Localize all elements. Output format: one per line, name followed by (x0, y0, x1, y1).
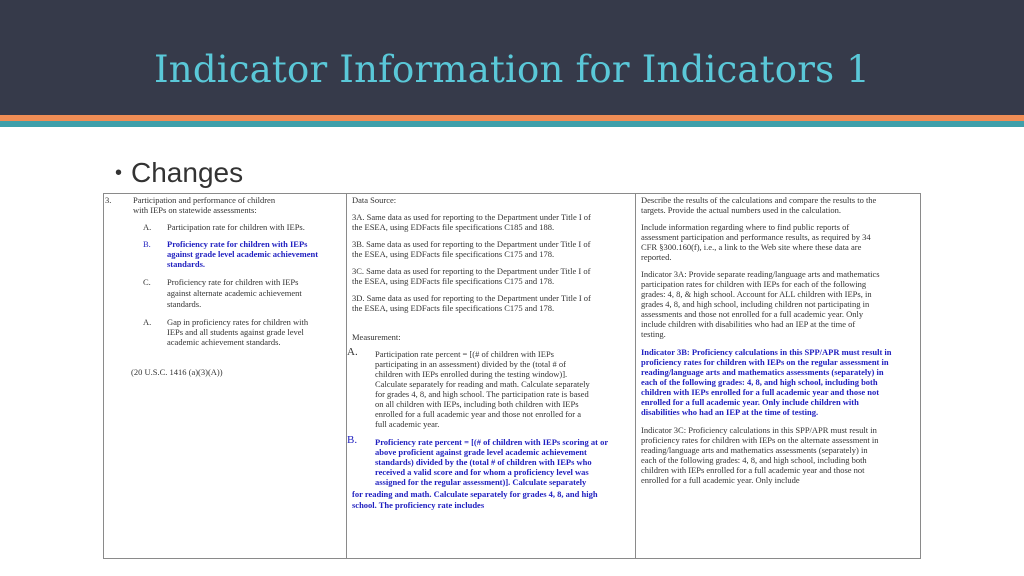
instruction-line: targets. Provide the actual numbers used in the calculation. (641, 205, 842, 215)
measurement-a-line: Calculate separately for reading and math. Calculate separately (375, 379, 590, 389)
source-3a: 3A. Same data as used for reporting to the Department under Title I of (352, 212, 591, 222)
item-c-text: standards. (167, 299, 202, 309)
instruction-line: Include information regarding where to find public reports of (641, 222, 850, 232)
instruction-line: assessments and those not enrolled for a full academic year. Only (641, 309, 864, 319)
instruction-line-3b: reading/language arts and mathematics assessments (separately) in (641, 367, 884, 377)
instruction-line: participation rates for children with IEPs for each of the following (641, 279, 867, 289)
source-3b: the ESEA, using EDFacts file specifications C175 and 178. (352, 249, 555, 259)
item-d-text: Gap in proficiency rates for children with (167, 317, 309, 327)
measurement-a-line: for grades 4, 8, and high school. The participation rate is based (375, 389, 589, 399)
item-b-text: standards. (167, 259, 206, 269)
measurement-b-line: school. The proficiency rate includes (352, 500, 485, 510)
instruction-line: reported. (641, 252, 672, 262)
instruction-line-3b: Indicator 3B: Proficiency calculations in this SPP/APR must result in (641, 347, 892, 357)
item-letter: A. (143, 317, 152, 327)
source-3c: the ESEA, using EDFacts file specifications C175 and 178. (352, 276, 555, 286)
measurement-b-line: received a valid score and for whom a proficiency level was (375, 467, 589, 477)
indicator-number: 3. (105, 195, 112, 205)
instruction-line-3c: enrolled for a full academic year. Only include (641, 475, 800, 485)
bullet-text: Changes (131, 157, 244, 188)
measurement-b-line: Proficiency rate percent = [(# of children with IEPs scoring at or (375, 437, 609, 447)
title-bar (0, 0, 1024, 115)
measurement-letter: B. (347, 434, 358, 446)
item-c-text: Proficiency rate for children with IEPs (167, 277, 299, 287)
instruction-line-3b: enrolled for a full academic year. Only include children with (641, 397, 859, 407)
measurement-a-line: participating in an assessment) divided by the (total # of (375, 359, 566, 369)
instruction-line-3c: reading/language arts and mathematics assessments (separately) in (641, 445, 868, 455)
item-letter: A. (143, 222, 152, 232)
instruction-line: testing. (641, 329, 666, 339)
measurement-a-line: full academic year. (375, 419, 440, 429)
measurement-letter: A. (347, 346, 358, 358)
indicator-intro: with IEPs on statewide assessments: (133, 205, 257, 215)
item-letter: C. (143, 277, 151, 287)
bullet-item (115, 157, 243, 189)
legal-citation: (20 U.S.C. 1416 (a)(3)(A)) (131, 367, 223, 377)
source-3b: 3B. Same data as used for reporting to the Department under Title I of (352, 239, 591, 249)
indicator-column (104, 194, 346, 558)
source-3d: the ESEA, using EDFacts file specifications C175 and 178. (352, 303, 555, 313)
measurement-b-line: above proficient against grade level academic achievement (375, 447, 587, 457)
instruction-line-3c: Indicator 3C: Proficiency calculations in this SPP/APR must result in (641, 425, 877, 435)
indicator-intro: Participation and performance of children (133, 195, 276, 205)
item-a-text: Participation rate for children with IEPs. (167, 222, 305, 232)
instruction-line: Describe the results of the calculations and compare the results to the (641, 195, 877, 205)
item-d-text: IEPs and all students against grade level (167, 327, 304, 337)
data-source-label: Data Source: (352, 195, 397, 205)
instruction-line-3b: each of the following grades: 4, 8, and high school, including both (641, 377, 878, 387)
instructions-column (635, 194, 921, 558)
instruction-line-3c: proficiency rates for children with IEPs on the alternate assessment in (641, 435, 879, 445)
source-3d: 3D. Same data as used for reporting to the Department under Title I of (352, 293, 591, 303)
instruction-line-3b: disabilities who had an IEP at the time of testing. (641, 407, 819, 417)
instruction-line: CFR §300.160(f), i.e., a link to the Web site where these data are (641, 242, 862, 252)
instruction-line-3c: children with IEPs enrolled for a full academic year and those not (641, 465, 865, 475)
accent-stripe-teal (0, 121, 1024, 127)
measurement-label: Measurement: (352, 332, 401, 342)
measurement-a-line: children with IEPs enrolled during the testing window)]. (375, 369, 568, 379)
instruction-line: include children with disabilities who had an IEP at the time of (641, 319, 856, 329)
item-c-text: against alternate academic achievement (167, 288, 302, 298)
bullet-dot-icon: • (115, 162, 123, 184)
measurement-a-line: on all children with IEPs, including both children with IEPs (375, 399, 579, 409)
measurement-b-line: for reading and math. Calculate separately for grades 4, 8, and high (352, 489, 598, 499)
instruction-line-3b: children with IEPs enrolled for a full academic year and those not (641, 387, 880, 397)
data-source-column (346, 194, 635, 558)
slide-title: Indicator Information for Indicators 1 (153, 48, 871, 91)
item-d-text: academic achievement standards. (167, 337, 281, 347)
instruction-line-3c: each of the following grades: 4, 8, and high school, including both (641, 455, 867, 465)
item-letter: B. (143, 239, 151, 249)
item-b-text: against grade level academic achievement (167, 249, 319, 259)
instruction-line: grades 4, 8, and high school, including children not participating in (641, 299, 870, 309)
item-b-text: Proficiency rate for children with IEPs (167, 239, 308, 249)
measurement-b-line: assigned for the regular assessment)]. Calculate separately (375, 477, 587, 487)
measurement-a-line: Participation rate percent = [(# of children with IEPs (375, 349, 554, 359)
measurement-a-line: enrolled for a full academic year and those not enrolled for a (375, 409, 582, 419)
indicator-table (103, 193, 921, 559)
source-3a: the ESEA, using EDFacts file specifications C185 and 188. (352, 222, 555, 232)
instruction-line-3b: proficiency rates for children with IEPs on the regular assessment in (641, 357, 889, 367)
instruction-line: Indicator 3A: Provide separate reading/language arts and mathematics (641, 269, 880, 279)
measurement-b-line: standards) divided by the (total # of children with IEPs who (375, 457, 592, 467)
instruction-line: grades: 4, 8, & high school. Account for ALL children with IEPs, in (641, 289, 872, 299)
source-3c: 3C. Same data as used for reporting to the Department under Title I of (352, 266, 591, 276)
instruction-line: assessment participation and performance results, as required by 34 (641, 232, 871, 242)
